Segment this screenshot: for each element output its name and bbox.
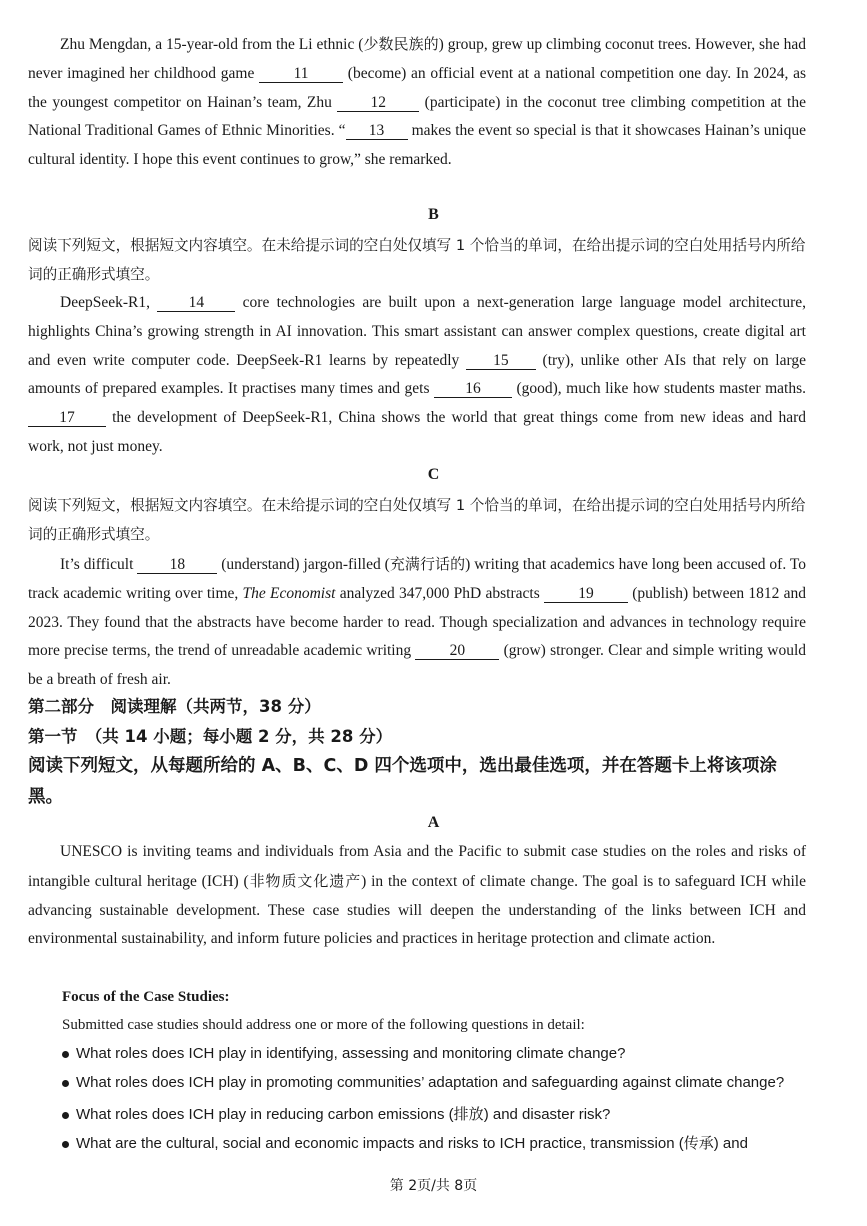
section-one-title: 第一节 （共 14 小题；每小题 2 分，共 28 分）	[28, 727, 393, 746]
blank-15: 15	[466, 353, 536, 370]
blank-11: 11	[259, 66, 343, 83]
part-two-title: 第二部分 阅读理解（共两节，38 分）	[28, 697, 321, 716]
bullet-dot-icon	[62, 1080, 69, 1087]
bullet-item: What roles does ICH play in identifying, assessing and monitoring climate change?	[62, 1045, 806, 1062]
focus-heading: Focus of the Case Studies:	[62, 989, 230, 1005]
blank-12: 12	[337, 95, 419, 112]
blank-16: 16	[434, 381, 512, 398]
section-c-letter: C	[427, 466, 440, 483]
blank-18: 18	[137, 557, 217, 574]
blank-20: 20	[415, 643, 499, 660]
bullet-dot-icon	[62, 1112, 69, 1119]
blank-19: 19	[544, 586, 628, 603]
reading-directions: 阅读下列短文，从每题所给的 A、B、C、D 四个选项中，选出最佳选项，并在答题卡上将该项涂黑。	[28, 756, 777, 807]
passage-academic-writing: It’s difficult 18 (understand) jargon-filled (充满行话的) writing that academics have long been accused of. To track academic writing over time, The Economist analyzed 347,000 PhD abstracts 19 (publish) between 1812 and 2023. They found that the abstracts have become harder to read. Though specialization and advances in technology require more precise terms, the trend of unreadable academic writing 20 (grow) stronger. Clear and simple writing would be a breath of fresh air.	[28, 555, 807, 689]
bullet-dot-icon	[62, 1051, 69, 1058]
passage-unesco: UNESCO is inviting teams and individuals from Asia and the Pacific to submit case studies on the roles and risks of intangible cultural heritage (ICH) (非物质文化遗产) in the context of climate change. The goal is to safeguard ICH while advancing sustainable development. These case studies will deepen the understanding of the links between ICH and environmental sustainability, and inform future policies and practices in heritage protection and climate action.	[28, 843, 806, 948]
bullet-item: What roles does ICH play in reducing carbon emissions (排放) and disaster risk?	[62, 1103, 806, 1124]
section-b-letter: B	[428, 206, 439, 223]
reading-a-letter: A	[427, 814, 440, 831]
passage-zhu-mengdan: Zhu Mengdan, a 15-year-old from the Li ethnic (少数民族的) group, grew up climbing coconut trees. However, she had never imagined her childhood game 11 (become) an official event at a national competition one day. In 2024, as the youngest competitor on Hainan’s team, Zhu 12 (participate) in the coconut tree climbing competition at the National Traditional Games of Ethnic Minorities. “ 13 makes the event so special is that it showcases Hainan’s unique cultural identity. I hope this event continues to grow,” she remarked.	[28, 35, 806, 169]
passage-deepseek: DeepSeek-R1, 14 core technologies are built upon a next-generation large language model architecture, highlights China’s growing strength in AI innovation. This smart assistant can answer complex questions, create digital art and even write computer code. DeepSeek-R1 learns by repeatedly 15 (try), unlike other AIs that rely on large amounts of prepared examples. It practises many times and gets 16 (good), much like how students master maths. 17 the development of DeepSeek-R1, China shows the world that great things come from new ideas and hard work, not just money.	[28, 294, 807, 455]
focus-intro: Submitted case studies should address one or more of the following questions in detail:	[62, 1017, 585, 1033]
section-b-instruction: 阅读下列短文，根据短文内容填空。在未给提示词的空白处仅填写 1 个恰当的单词，在给出提示词的空白处用括号内所给词的正确形式填空。	[28, 237, 806, 283]
page-footer: 第 2页/共 8页	[389, 1178, 478, 1194]
blank-17: 17	[28, 410, 106, 427]
blank-14: 14	[157, 295, 235, 312]
bullet-item: What are the cultural, social and economic impacts and risks to ICH practice, transmission (传承) and	[62, 1132, 806, 1153]
bullet-item: What roles does ICH play in promoting communities’ adaptation and safeguarding against climate change?	[62, 1074, 806, 1091]
bullet-dot-icon	[62, 1141, 69, 1148]
section-c-instruction: 阅读下列短文，根据短文内容填空。在未给提示词的空白处仅填写 1 个恰当的单词，在给出提示词的空白处用括号内所给词的正确形式填空。	[28, 497, 806, 543]
blank-13: 13	[346, 123, 408, 140]
